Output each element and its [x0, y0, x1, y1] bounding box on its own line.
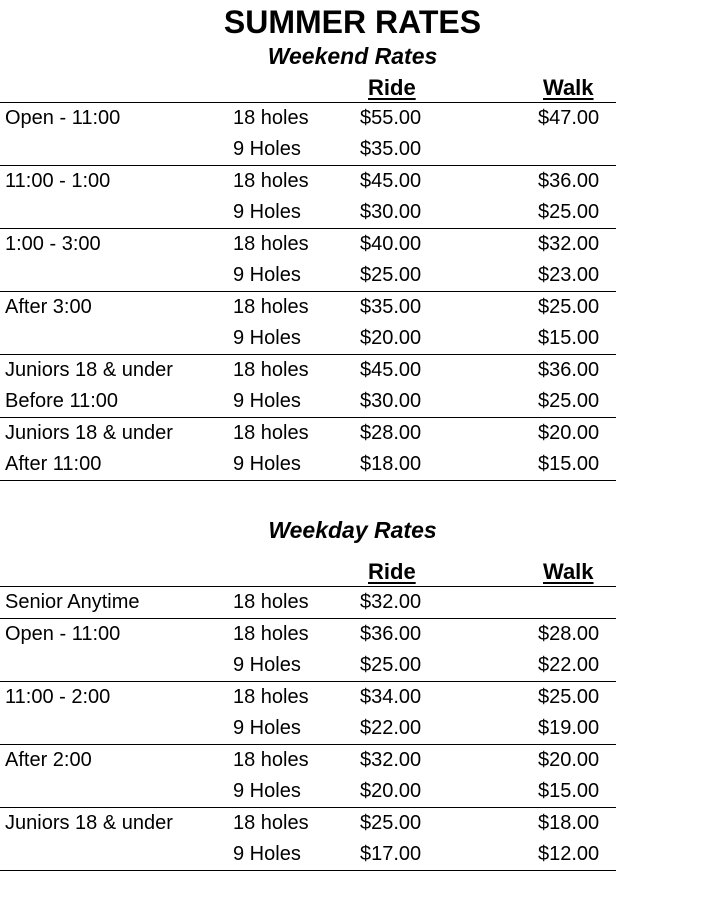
- holes-cell: 9 Holes: [233, 201, 301, 223]
- holes-cell: 9 Holes: [233, 654, 301, 676]
- walk-price-cell: $19.00: [538, 717, 600, 739]
- table-row: [0, 323, 616, 354]
- holes-cell: 18 holes: [233, 591, 309, 613]
- holes-cell: 9 Holes: [233, 264, 301, 286]
- table-row: [0, 166, 616, 197]
- holes-cell: 18 holes: [233, 686, 309, 708]
- ride-price-cell: $18.00: [360, 453, 422, 475]
- time-period-cell: 11:00 - 2:00: [5, 686, 111, 708]
- walk-price-cell: $25.00: [538, 390, 600, 412]
- time-period-cell: Juniors 18 & under: [5, 359, 173, 381]
- ride-price-cell: $28.00: [360, 422, 422, 444]
- holes-cell: 18 holes: [233, 107, 309, 129]
- rate-group: [0, 165, 616, 228]
- rate-group: [0, 744, 616, 807]
- holes-cell: 18 holes: [233, 233, 309, 255]
- holes-cell: 18 holes: [233, 422, 309, 444]
- holes-cell: 9 Holes: [233, 780, 301, 802]
- ride-price-cell: $25.00: [360, 264, 422, 286]
- ride-price-cell: $45.00: [360, 359, 422, 381]
- ride-price-cell: $20.00: [360, 780, 422, 802]
- rate-group: [0, 586, 616, 618]
- table-row: [0, 292, 616, 323]
- time-period-cell: Juniors 18 & under: [5, 812, 173, 834]
- walk-price-cell: $15.00: [538, 327, 600, 349]
- ride-price-cell: $32.00: [360, 591, 422, 613]
- table-row: [0, 260, 616, 291]
- table-row: [0, 103, 616, 134]
- walk-price-cell: $12.00: [538, 843, 600, 865]
- walk-price-cell: $32.00: [538, 233, 600, 255]
- walk-price-cell: $25.00: [538, 296, 600, 318]
- walk-price-cell: $15.00: [538, 453, 600, 475]
- ride-price-cell: $36.00: [360, 623, 422, 645]
- walk-price-cell: $18.00: [538, 812, 600, 834]
- time-period-cell: Juniors 18 & under: [5, 422, 173, 444]
- rate-group: [0, 102, 616, 165]
- holes-cell: 9 Holes: [233, 717, 301, 739]
- walk-price-cell: $15.00: [538, 780, 600, 802]
- rate-group: [0, 291, 616, 354]
- walk-price-cell: $23.00: [538, 264, 600, 286]
- ride-price-cell: $34.00: [360, 686, 422, 708]
- table-row: [0, 745, 616, 776]
- time-period-cell: Open - 11:00: [5, 107, 121, 129]
- weekday-ride-header: Ride: [368, 559, 416, 584]
- table-row: [0, 386, 616, 417]
- time-period-cell: After 11:00: [5, 453, 102, 475]
- walk-price-cell: $20.00: [538, 422, 600, 444]
- weekend-rates-table: [0, 102, 616, 481]
- weekend-walk-header: Walk: [543, 75, 594, 100]
- rate-group: [0, 807, 616, 871]
- holes-cell: 18 holes: [233, 812, 309, 834]
- ride-price-cell: $45.00: [360, 170, 422, 192]
- holes-cell: 18 holes: [233, 623, 309, 645]
- table-row: [0, 682, 616, 713]
- weekend-rates-heading: Weekend Rates: [267, 43, 438, 69]
- time-period-cell: After 3:00: [5, 296, 92, 318]
- rate-group: [0, 354, 616, 417]
- walk-price-cell: $36.00: [538, 359, 600, 381]
- time-period-cell: Open - 11:00: [5, 623, 121, 645]
- table-row: [0, 229, 616, 260]
- ride-price-cell: $20.00: [360, 327, 422, 349]
- weekday-rates-heading: Weekday Rates: [268, 517, 437, 543]
- time-period-cell: 11:00 - 1:00: [5, 170, 111, 192]
- ride-price-cell: $22.00: [360, 717, 422, 739]
- table-row: [0, 134, 616, 165]
- holes-cell: 9 Holes: [233, 843, 301, 865]
- holes-cell: 18 holes: [233, 749, 309, 771]
- table-row: [0, 355, 616, 386]
- holes-cell: 18 holes: [233, 170, 309, 192]
- table-row: [0, 839, 616, 870]
- weekend-ride-header: Ride: [368, 75, 416, 100]
- time-period-cell: Senior Anytime: [5, 591, 140, 613]
- walk-price-cell: $25.00: [538, 201, 600, 223]
- ride-price-cell: $25.00: [360, 812, 422, 834]
- holes-cell: 9 Holes: [233, 453, 301, 475]
- weekday-rates-table: [0, 586, 616, 871]
- table-row: [0, 650, 616, 681]
- ride-price-cell: $30.00: [360, 390, 422, 412]
- holes-cell: 9 Holes: [233, 327, 301, 349]
- ride-price-cell: $40.00: [360, 233, 422, 255]
- rate-group: [0, 417, 616, 481]
- weekday-walk-header: Walk: [543, 559, 594, 584]
- table-row: [0, 776, 616, 807]
- walk-price-cell: $25.00: [538, 686, 600, 708]
- table-row: [0, 808, 616, 839]
- time-period-cell: Before 11:00: [5, 390, 119, 412]
- walk-price-cell: $20.00: [538, 749, 600, 771]
- ride-price-cell: $17.00: [360, 843, 422, 865]
- walk-price-cell: $36.00: [538, 170, 600, 192]
- ride-price-cell: $35.00: [360, 138, 422, 160]
- rate-group: [0, 228, 616, 291]
- table-row: [0, 418, 616, 449]
- holes-cell: 18 holes: [233, 359, 309, 381]
- ride-price-cell: $32.00: [360, 749, 422, 771]
- table-row: [0, 587, 616, 618]
- table-row: [0, 619, 616, 650]
- walk-price-cell: $28.00: [538, 623, 600, 645]
- ride-price-cell: $30.00: [360, 201, 422, 223]
- ride-price-cell: $25.00: [360, 654, 422, 676]
- time-period-cell: After 2:00: [5, 749, 92, 771]
- rate-group: [0, 618, 616, 681]
- walk-price-cell: $47.00: [538, 107, 600, 129]
- holes-cell: 9 Holes: [233, 390, 301, 412]
- table-row: [0, 449, 616, 480]
- time-period-cell: 1:00 - 3:00: [5, 233, 101, 255]
- table-row: [0, 197, 616, 228]
- holes-cell: 18 holes: [233, 296, 309, 318]
- walk-price-cell: $22.00: [538, 654, 600, 676]
- ride-price-cell: $55.00: [360, 107, 422, 129]
- table-row: [0, 713, 616, 744]
- page-title: SUMMER RATES: [223, 4, 482, 40]
- ride-price-cell: $35.00: [360, 296, 422, 318]
- holes-cell: 9 Holes: [233, 138, 301, 160]
- rate-group: [0, 681, 616, 744]
